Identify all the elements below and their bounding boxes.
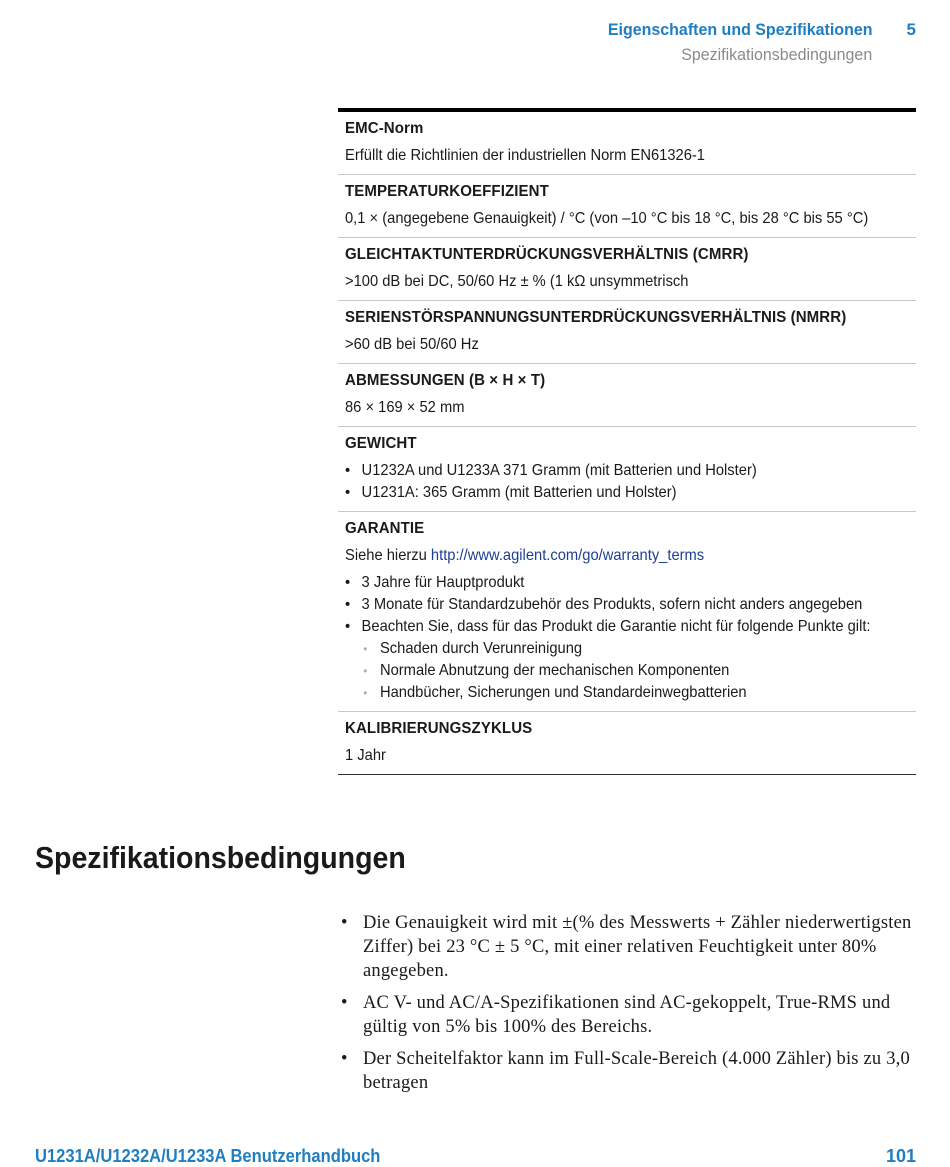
spec-calibration xyxy=(338,712,916,774)
warranty-prefix: Siehe hierzu xyxy=(345,547,431,564)
spec-value: 86 × 169 × 52 mm xyxy=(345,399,465,416)
spec-heading: EMC-Norm xyxy=(345,120,424,137)
list-item xyxy=(345,616,914,704)
list-item: • 3 Jahre für Hauptprodukt xyxy=(345,572,914,594)
list-item: • U1232A und U1233A 371 Gramm (mit Batterien und Holster) xyxy=(345,460,914,482)
spec-weight xyxy=(338,427,916,512)
spec-emc xyxy=(338,112,916,175)
bullet-list xyxy=(345,460,910,504)
sub-bullet-list xyxy=(362,638,914,704)
spec-table xyxy=(338,108,916,775)
sub-list-item: • Normale Abnutzung der mechanischen Komponenten xyxy=(362,660,914,682)
spec-heading: SERIENSTÖRSPANNUNGSUNTERDRÜCKUNGSVERHÄLTNIS (NMRR) xyxy=(345,309,847,326)
section-heading: Spezifikationsbedingungen xyxy=(35,840,406,875)
list-item: • U1231A: 365 Gramm (mit Batterien und Holster) xyxy=(345,482,914,504)
spec-value: 1 Jahr xyxy=(345,747,386,764)
spec-value: >100 dB bei DC, 50/60 Hz ± % (1 kΩ unsymmetrisch xyxy=(345,273,689,290)
spec-temperature xyxy=(338,175,916,238)
running-section-title: Spezifikationsbedingungen xyxy=(680,45,872,64)
spec-value: Erfüllt die Richtlinien der industriellen Norm EN61326-1 xyxy=(345,147,705,164)
list-item: • 3 Monate für Standardzubehör des Produkts, sofern nicht anders angegeben xyxy=(345,594,914,616)
spec-heading: TEMPERATURKOEFFIZIENT xyxy=(345,183,549,200)
spec-value: >60 dB bei 50/60 Hz xyxy=(345,336,479,353)
chapter-number: 5 xyxy=(906,20,916,39)
conditions-list xyxy=(338,911,928,1103)
list-item: • AC V- und AC/A-Spezifikationen sind AC-gekoppelt, True-RMS und gültig von 5% bis 100% des Bereichs. xyxy=(338,991,928,1039)
list-item: • Die Genauigkeit wird mit ±(% des Messwerts + Zähler niederwertigsten Ziffer) bei 23 °C ± 5 °C, mit einer relativen Feuchtigkeit unter 80% angegeben. xyxy=(338,911,928,983)
spec-nmrr xyxy=(338,301,916,364)
spec-heading: KALIBRIERUNGSZYKLUS xyxy=(345,720,533,737)
sub-list-item: • Handbücher, Sicherungen und Standardeinwegbatterien xyxy=(362,682,914,704)
bullet-list xyxy=(345,572,910,704)
manual-title: U1231A/U1232A/U1233A Benutzerhandbuch xyxy=(35,1146,381,1166)
warranty-link[interactable]: http://www.agilent.com/go/warranty_terms xyxy=(430,547,705,564)
chapter-title: Eigenschaften und Spezifikationen xyxy=(607,20,872,39)
page-number: 101 xyxy=(885,1146,916,1166)
spec-cmrr xyxy=(338,238,916,301)
spec-dimensions xyxy=(338,364,916,427)
list-item: • Der Scheitelfaktor kann im Full-Scale-Bereich (4.000 Zähler) bis zu 3,0 betragen xyxy=(338,1047,928,1095)
spec-heading: GARANTIE xyxy=(345,520,425,537)
list-item-text: Beachten Sie, dass für das Produkt die Garantie nicht für folgende Punkte gilt: xyxy=(361,618,871,635)
spec-heading: ABMESSUNGEN (B × H × T) xyxy=(345,372,546,389)
spec-warranty xyxy=(338,512,916,712)
spec-value: 0,1 × (angegebene Genauigkeit) / °C (von –10 °C bis 18 °C, bis 28 °C bis 55 °C) xyxy=(345,210,869,227)
sub-list-item: • Schaden durch Verunreinigung xyxy=(362,638,914,660)
spec-value xyxy=(345,545,865,567)
spec-heading: GLEICHTAKTUNTERDRÜCKUNGSVERHÄLTNIS (CMRR) xyxy=(345,246,749,263)
spec-heading: GEWICHT xyxy=(345,435,417,452)
